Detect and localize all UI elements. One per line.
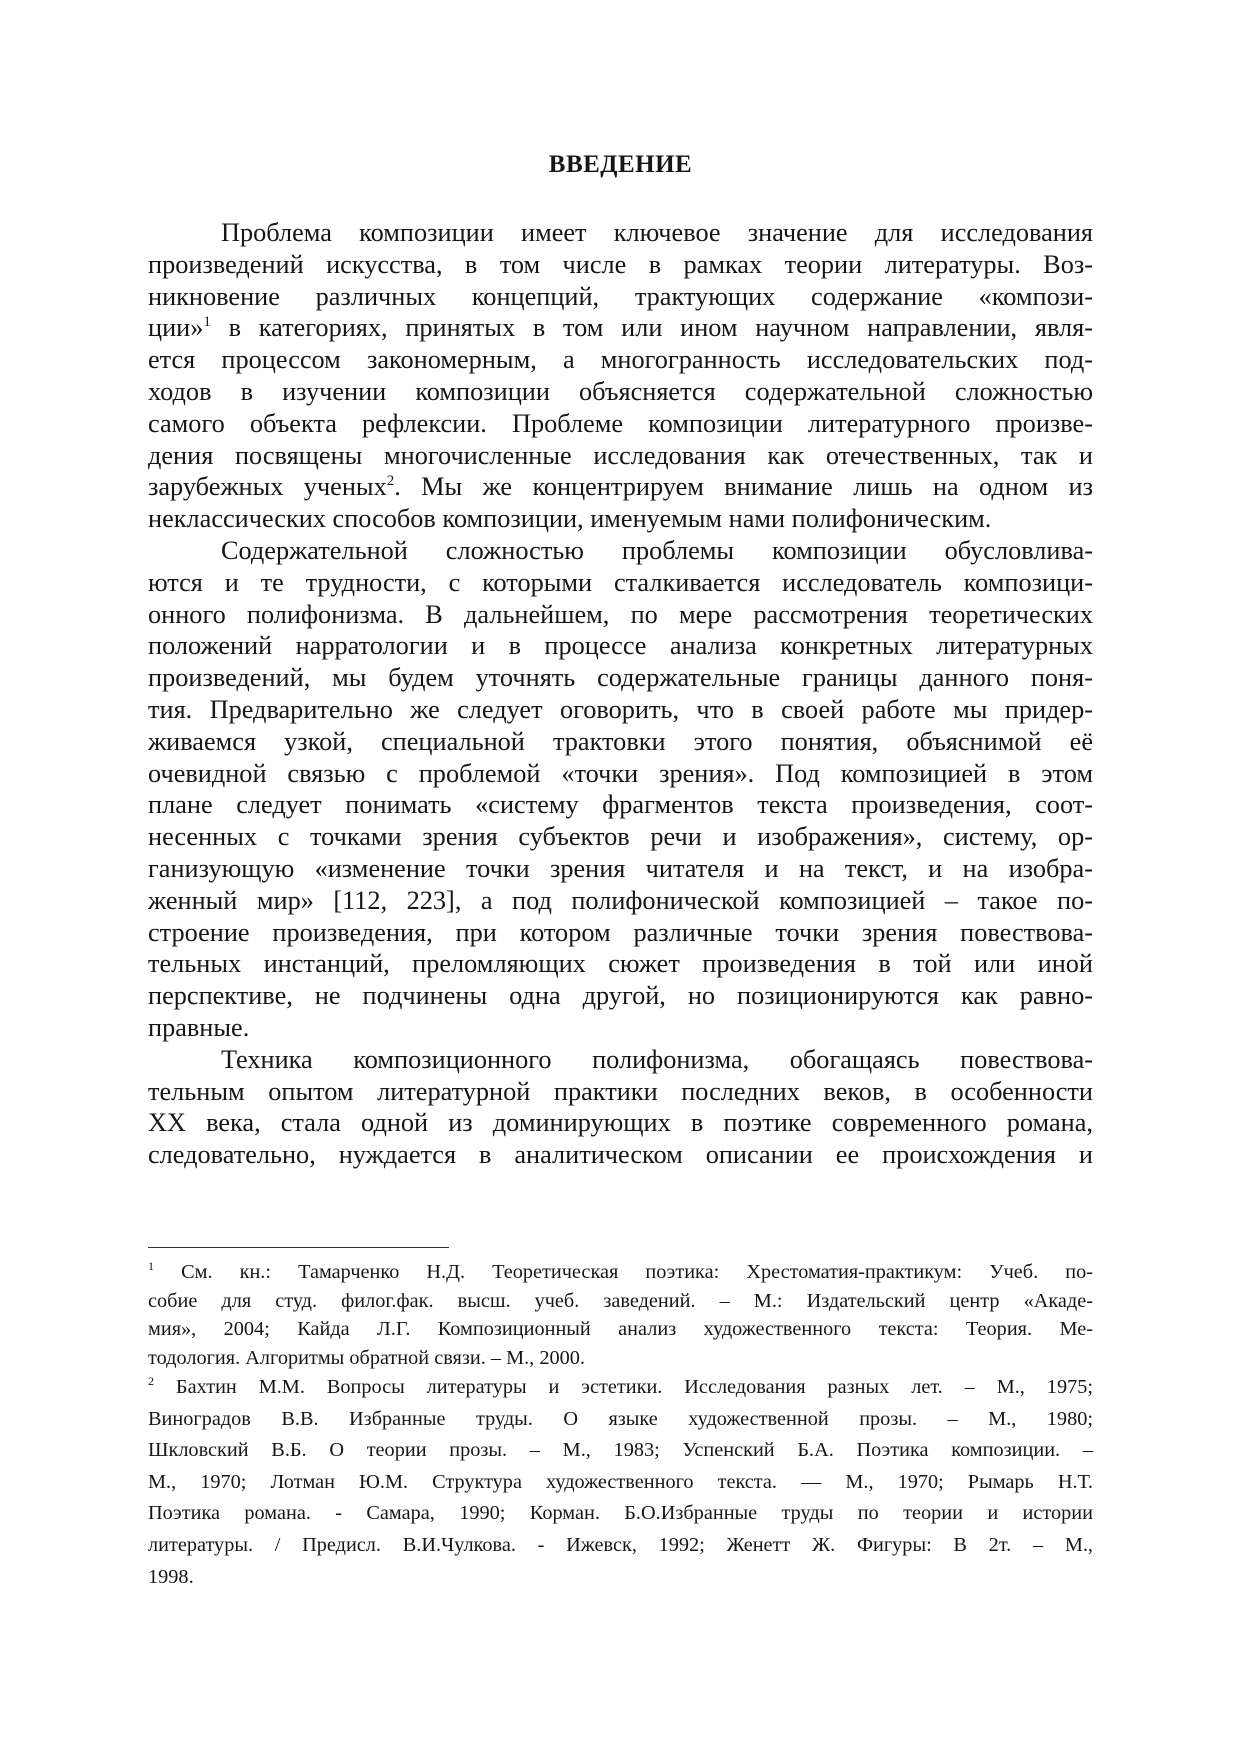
text-segment: . Мы же концентрируем внимание лишь на одном из — [394, 472, 1093, 502]
text-line: тия. Предварительно же следует оговорить, что в своей работе мы придер- — [148, 694, 1093, 724]
text-line: Проблема композиции имеет ключевое значение для исследования — [221, 218, 1093, 247]
footnote-line: 1998. — [148, 1565, 194, 1588]
text-line-with-footnote — [148, 312, 1093, 344]
footnote-mark-1: 1 — [148, 1259, 154, 1274]
footnote-2 — [148, 1372, 1093, 1593]
text-line: тельным опытом литературной практики последних веков, в особенности — [148, 1076, 1093, 1106]
text-line: неклассических способов композиции, именуемым нами полифоническим. — [148, 504, 992, 534]
footnote-line — [148, 1372, 1093, 1404]
footnote-text: См. кн.: Тамарченко Н.Д. Теоретическая поэтика: Хрестоматия-практикум: Учеб. по- — [181, 1261, 1094, 1283]
text-line: XX века, стала одной из доминирующих в поэтике современного романа, — [148, 1108, 1093, 1138]
text-line: Содержательной сложностью проблемы композиции обусловлива- — [221, 535, 1093, 565]
text-line: ется процессом закономерным, а многогранность исследовательских под- — [148, 345, 1093, 375]
footnote-mark-2: 2 — [148, 1374, 154, 1389]
text-line: плане следует понимать «систему фрагментов текста произведения, соот- — [148, 790, 1093, 820]
text-line: произведений, мы будем уточнять содержательные границы данного поня- — [148, 663, 1093, 693]
text-line: дения посвящены многочисленные исследования как отечественных, так и — [148, 440, 1093, 470]
text-line: следовательно, нуждается в аналитическом описании ее происхождения и — [148, 1140, 1093, 1170]
body-text — [148, 217, 1093, 1171]
text-line: никновение различных концепций, трактующих содержание «компози- — [148, 281, 1093, 311]
text-line: правные. — [148, 1012, 250, 1042]
text-line: тельных инстанций, преломляющих сюжет произведения в той или иной — [148, 949, 1093, 979]
footnote-1 — [148, 1258, 1093, 1372]
text-line: ходов в изучении композиции объясняется содержательной сложностью — [148, 376, 1093, 406]
text-line: перспективе, не подчинены одна другой, но позиционируются как равно- — [148, 981, 1093, 1011]
text-line: строение произведения, при котором различные точки зрения повествова- — [148, 917, 1093, 947]
text-line: очевидной связью с проблемой «точки зрения». Под композицией в этом — [148, 758, 1093, 788]
footnote-line: собие для студ. филог.фак. высш. учеб. заведений. – М.: Издательский центр «Акаде- — [148, 1289, 1093, 1312]
text-segment: ции» — [148, 313, 204, 343]
footnote-line — [148, 1258, 1093, 1287]
text-line: ются и те трудности, с которыми сталкивается исследователь композици- — [148, 567, 1093, 597]
text-segment: зарубежных ученых — [148, 472, 387, 502]
text-line: Техника композиционного полифонизма, обогащаясь повествова- — [221, 1044, 1093, 1074]
text-line: живаемся узкой, специальной трактовки этого понятия, объяснимой её — [148, 726, 1093, 756]
footnote-line: Виноградов В.В. Избранные труды. О языке художественной прозы. – М., 1980; — [148, 1407, 1093, 1430]
page-title: ВВЕДЕНИЕ — [548, 151, 693, 178]
text-segment: в категориях, принятых в том или ином научном направлении, явля- — [228, 313, 1093, 343]
text-line: онного полифонизма. В дальнейшем, по мере рассмотрения теоретических — [148, 599, 1093, 629]
text-line-with-footnote — [148, 471, 1093, 503]
footnote-text: Бахтин М.М. Вопросы литературы и эстетики. Исследования разных лет. – М., 1975; — [175, 1376, 1093, 1398]
text-line: ганизующую «изменение точки зрения читателя и на текст, и на изобра- — [148, 853, 1093, 883]
text-line: несенных с точками зрения субъектов речи и изображения», систему, ор- — [148, 822, 1093, 852]
footnote-line: мия», 2004; Кайда Л.Г. Композиционный анализ художественного текста: Теория. Ме- — [148, 1318, 1093, 1341]
text-line: самого объекта рефлексии. Проблеме композиции литературного произве- — [148, 408, 1093, 438]
text-line: произведений искусства, в том числе в рамках теории литературы. Воз- — [148, 249, 1093, 279]
footnote-line: литературы. / Предисл. В.И.Чулкова. - Ижевск, 1992; Женетт Ж. Фигуры: В 2т. – М., — [148, 1533, 1093, 1556]
footnote-ref-1: 1 — [203, 314, 211, 331]
footnote-line: М., 1970; Лотман Ю.М. Структура художественного текста. — М., 1970; Рымарь Н.Т. — [148, 1470, 1093, 1493]
footnote-line: Шкловский В.Б. О теории прозы. – М., 1983; Успенский Б.А. Поэтика композиции. – — [148, 1439, 1093, 1462]
footnote-separator — [148, 1247, 449, 1248]
footnote-ref-2: 2 — [386, 473, 395, 490]
footnote-line: Поэтика романа. - Самара, 1990; Корман. Б.О.Избранные труды по теории и истории — [148, 1502, 1093, 1525]
text-line: женный мир» [112, 223], а под полифонической композицией – такое по- — [148, 885, 1093, 915]
footnote-line: тодология. Алгоритмы обратной связи. – М., 2000. — [148, 1346, 585, 1369]
text-line: положений нарратологии и в процессе анализа конкретных литературных — [148, 631, 1093, 661]
